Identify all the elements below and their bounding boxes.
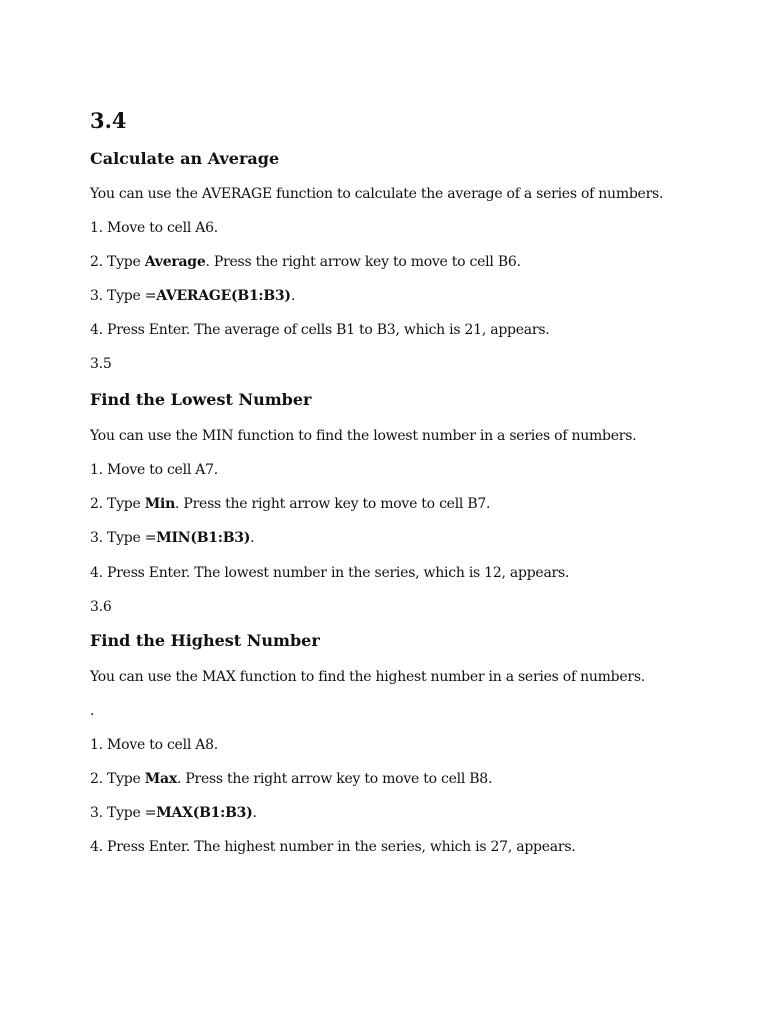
step-4: 4. Press Enter. The lowest number in the series, which is 12, appears. bbox=[90, 565, 570, 581]
step-4: 4. Press Enter. The average of cells B1 to B3, which is 21, appears. bbox=[90, 322, 550, 338]
section-intro: You can use the AVERAGE function to calculate the average of a series of numbers. bbox=[90, 186, 664, 202]
step-3: 3. Type =MIN(B1:B3). bbox=[90, 530, 255, 546]
section-number: 3.5 bbox=[90, 356, 112, 372]
section-number: 3.6 bbox=[90, 599, 112, 615]
section-title: Calculate an Average bbox=[90, 149, 280, 168]
step-4: 4. Press Enter. The highest number in the series, which is 27, appears. bbox=[90, 839, 576, 855]
section-intro: You can use the MIN function to find the lowest number in a series of numbers. bbox=[90, 428, 637, 444]
step-1: 1. Move to cell A8. bbox=[90, 737, 218, 753]
step-3: 3. Type =AVERAGE(B1:B3). bbox=[90, 288, 296, 304]
step-1: 1. Move to cell A7. bbox=[90, 462, 218, 478]
step-3: 3. Type =MAX(B1:B3). bbox=[90, 805, 257, 821]
section-intro: You can use the MAX function to find the highest number in a series of numbers. bbox=[90, 669, 645, 685]
stray-period: . bbox=[90, 703, 95, 719]
step-1: 1. Move to cell A6. bbox=[90, 220, 218, 236]
step-2: 2. Type Average. Press the right arrow key to move to cell B6. bbox=[90, 254, 521, 270]
step-2: 2. Type Min. Press the right arrow key to move to cell B7. bbox=[90, 496, 491, 512]
section-title: Find the Highest Number bbox=[90, 631, 320, 650]
step-2: 2. Type Max. Press the right arrow key to move to cell B8. bbox=[90, 771, 493, 787]
section-title: Find the Lowest Number bbox=[90, 390, 312, 409]
section-number: 3.4 bbox=[90, 108, 127, 133]
